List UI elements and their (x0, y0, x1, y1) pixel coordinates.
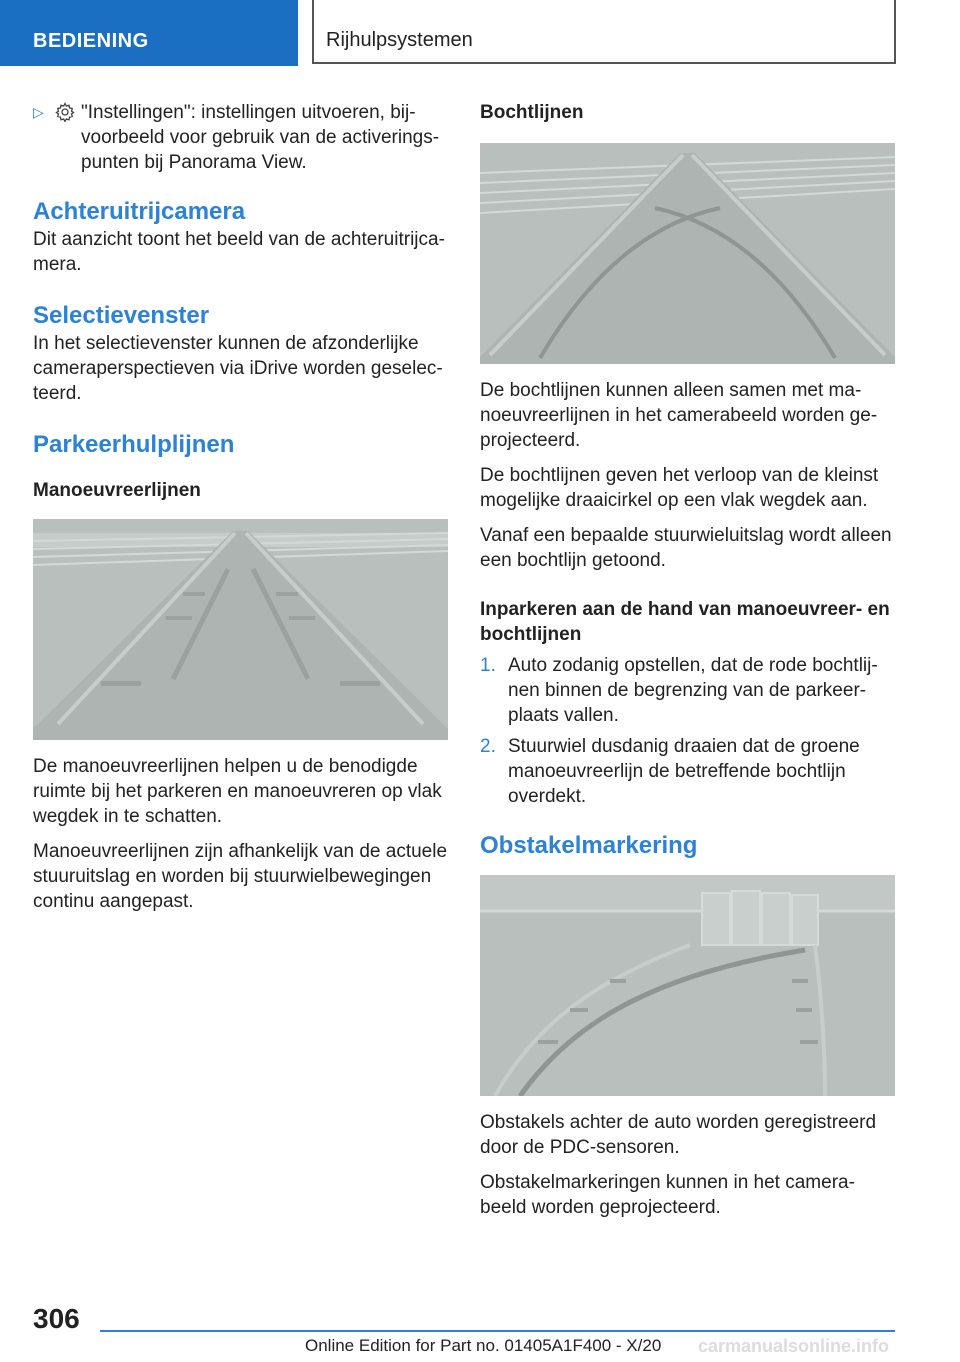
text-bochtlijnen-3: Vanaf een bepaalde stuurwieluitslag wordt alleen een bochtlijn getoond. (480, 525, 892, 571)
chapter-title: Rijhulpsystemen (326, 29, 473, 51)
list-item (480, 653, 895, 728)
step-number: 2. (480, 736, 496, 757)
text-manoeuvreerlijnen-2: Manoeuvreerlijnen zijn afhankelijk van de actuele stuuruitslag en worden bij stuurwielbewegingen continu aangepast. (33, 841, 448, 912)
text-manoeuvreerlijnen-1: De manoeuvreerlijnen helpen u de benodigde ruimte bij het parkeren en manoeuvreren op vlak wegdek in te schatten. (33, 756, 442, 827)
manoeuvreerlijnen-image (33, 519, 448, 740)
footer-divider (100, 1330, 895, 1332)
inparkeren-steps (480, 653, 895, 809)
triangle-right-icon: ▷ (33, 104, 44, 120)
heading-inparkeren: Inparkeren aan de hand van manoeuvreer- en bochtlijnen (480, 599, 890, 645)
heading-bochtlijnen: Bochtlijnen (480, 102, 584, 123)
text-bochtlijnen-1: De bochtlijnen kunnen alleen samen met manoeuvreerlijnen in het camerabeeld worden geprojecteerd. (480, 380, 878, 451)
step-number: 1. (480, 655, 496, 676)
left-column (33, 100, 448, 924)
text-obstakelmarkering-2: Obstakelmarkeringen kunnen in het camerabeeld worden geprojecteerd. (480, 1172, 855, 1218)
heading-parkeerhulplijnen: Parkeerhulplijnen (33, 431, 235, 458)
bochtlijnen-image (480, 143, 895, 364)
list-item (480, 734, 895, 809)
text-bochtlijnen-2: De bochtlijnen geven het verloop van de kleinst mogelijke draaicirkel op een vlak wegdek aan. (480, 465, 879, 511)
gear-icon (55, 100, 81, 175)
section-title: BEDIENING (33, 30, 149, 52)
heading-selectievenster: Selectievenster (33, 302, 210, 329)
text-selectievenster: In het selectievenster kunnen de afzonderlijke cameraperspectieven via iDrive worden geselecteerd. (33, 333, 443, 404)
chapter-header (312, 0, 896, 64)
step-text: Stuurwiel dusdanig draaien dat de groene manoeuvreerlijn de betreffende bochtlijn overdekt. (508, 736, 860, 807)
right-column (480, 100, 895, 1230)
heading-manoeuvreerlijnen: Manoeuvreerlijnen (33, 480, 201, 501)
text-obstakelmarkering-1: Obstakels achter de auto worden geregistreerd door de PDC-sensoren. (480, 1112, 877, 1158)
step-text: Auto zodanig opstellen, dat de rode bochtlijnen binnen de begrenzing van de parkeerplaats vallen. (508, 655, 878, 726)
text-achteruitrijcamera: Dit aanzicht toont het beeld van de achteruitrijcamera. (33, 229, 445, 275)
settings-bullet-text: "Instellingen": instellingen uitvoeren, bijvoorbeeld voor gebruik van de activeringspunten bij Panorama View. (81, 102, 440, 173)
heading-obstakelmarkering: Obstakelmarkering (480, 832, 698, 859)
section-tab (0, 0, 298, 66)
page-number: 306 (33, 1303, 80, 1334)
heading-achteruitrijcamera: Achteruitrijcamera (33, 198, 246, 225)
watermark: carmanualsonline.info (698, 1336, 890, 1356)
settings-bullet (33, 100, 448, 175)
footer-edition: Online Edition for Part no. 01405A1F400 - X/20 (305, 1336, 662, 1355)
obstakelmarkering-image (480, 875, 895, 1096)
